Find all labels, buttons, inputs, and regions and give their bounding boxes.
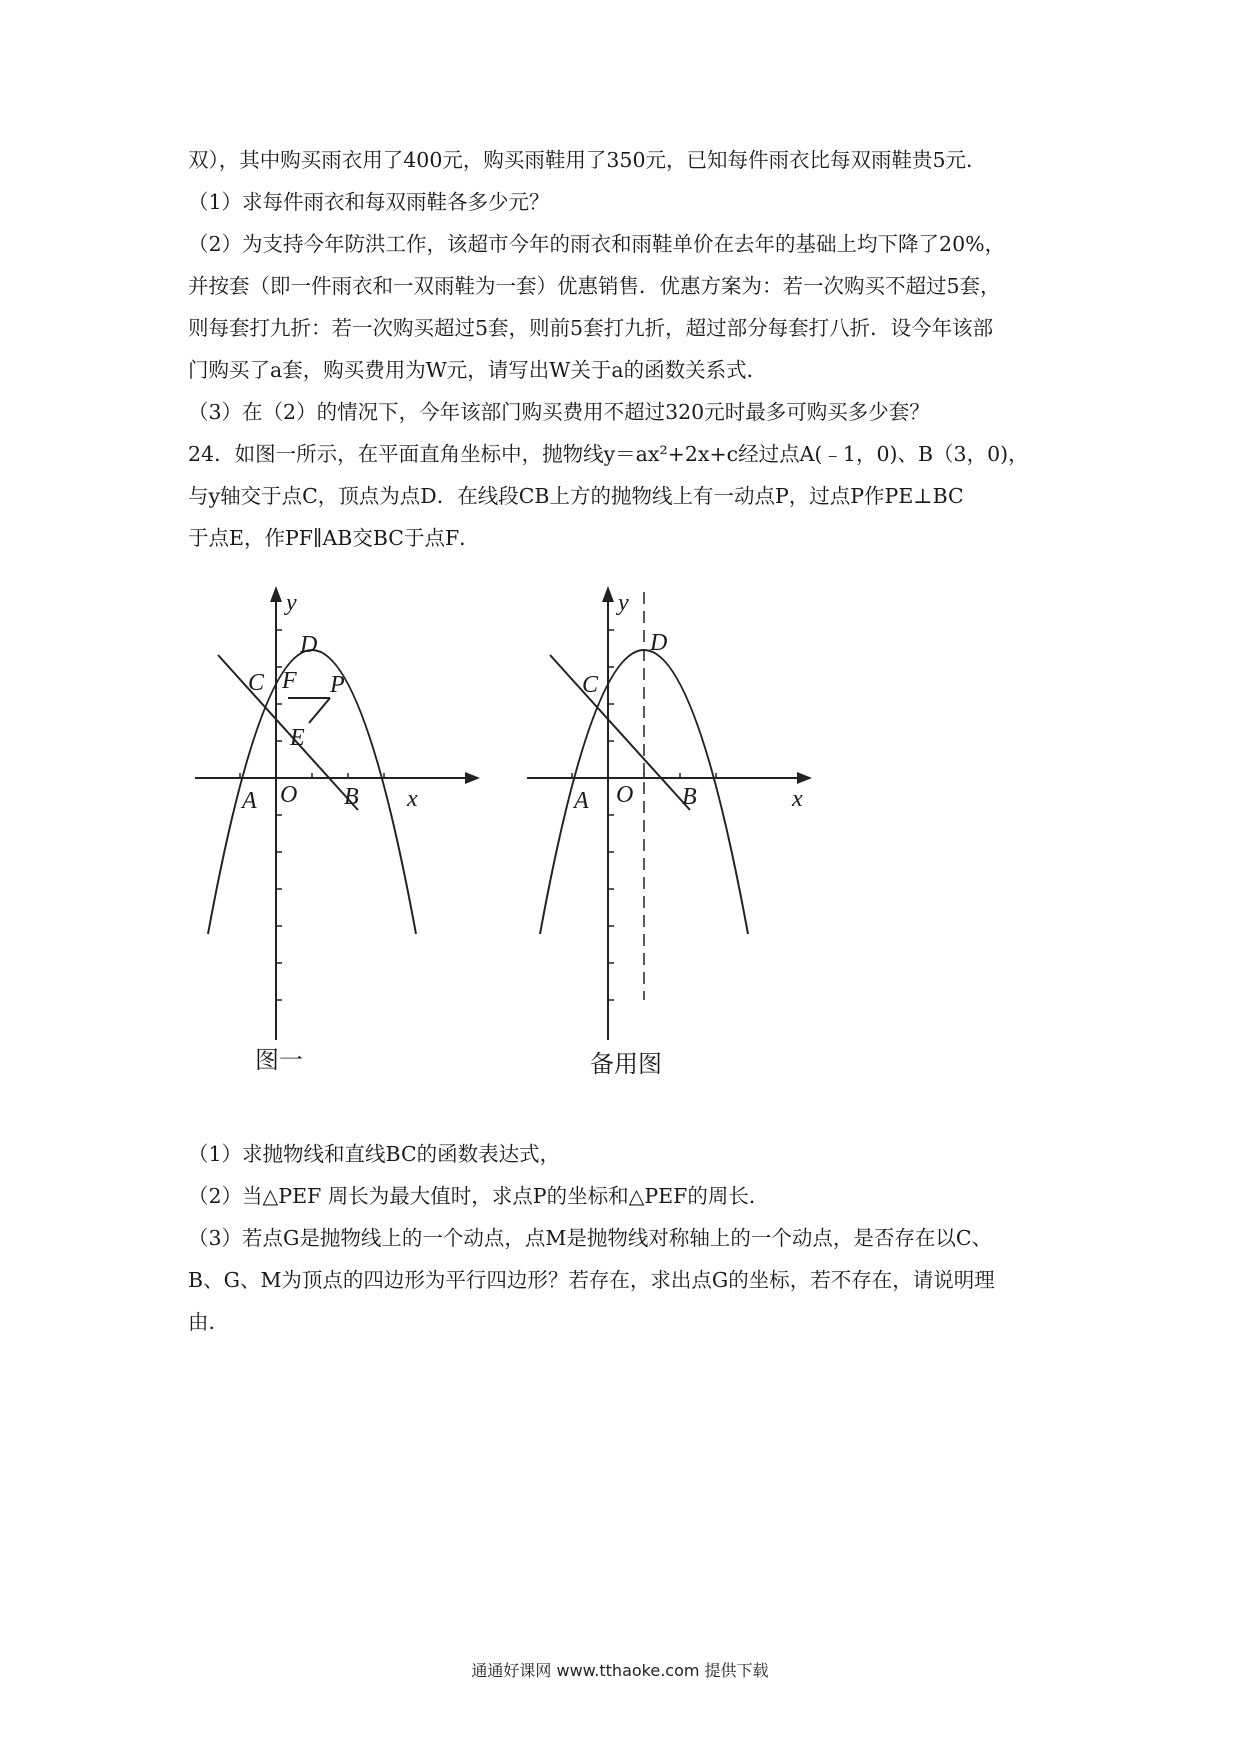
question-3-line-3: 由． xyxy=(188,1310,229,1334)
label-y: y xyxy=(286,590,297,616)
label-c: C xyxy=(582,672,599,698)
text-line-6: 门购买了a套，购买费用为W元，请写出W关于a的函数关系式． xyxy=(188,358,768,382)
label-y: y xyxy=(618,590,629,616)
label-d: D xyxy=(300,632,318,658)
y-axis-arrow xyxy=(270,586,282,602)
label-b: B xyxy=(344,784,359,810)
text-line-2: （1）求每件雨衣和每双雨鞋各多少元？ xyxy=(188,190,550,214)
label-p: P xyxy=(330,672,345,698)
text-line-4: 并按套（即一件雨衣和一双雨鞋为一套）优惠销售．优惠方案为：若一次购买不超过5套， xyxy=(188,274,1001,298)
label-a: A xyxy=(574,788,589,814)
figure-2-graph xyxy=(522,580,822,1050)
label-b: B xyxy=(682,784,697,810)
text-line-8: 24．如图一所示，在平面直角坐标中，抛物线y＝ax²+2x+c经过点A(﹣1，0)、B（3，0)， xyxy=(188,442,1029,466)
text-line-5: 则每套打九折：若一次购买超过5套，则前5套打九折，超过部分每套打八折．设今年该部 xyxy=(188,316,994,340)
label-x: x xyxy=(407,786,418,812)
x-axis-arrow xyxy=(465,772,480,784)
question-3-line-1: （3）若点G是抛物线上的一个动点，点M是抛物线对称轴上的一个动点，是否存在以C、 xyxy=(188,1226,993,1250)
segment-pe xyxy=(309,698,330,723)
label-f: F xyxy=(282,668,297,694)
label-e: E xyxy=(290,725,305,751)
label-d: D xyxy=(650,630,668,656)
label-x: x xyxy=(792,786,803,812)
label-o: O xyxy=(616,782,634,808)
parabola xyxy=(208,650,416,934)
figure-2-caption: 备用图 xyxy=(590,1050,662,1078)
text-line-7: （3）在（2）的情况下，今年该部门购买费用不超过320元时最多可购买多少套？ xyxy=(188,400,930,424)
figure-1 xyxy=(190,580,490,1050)
question-1: （1）求抛物线和直线BC的函数表达式， xyxy=(188,1142,561,1166)
figure-1-caption: 图一 xyxy=(255,1046,303,1074)
text-line-10: 于点E，作PF∥AB交BC于点F． xyxy=(188,526,480,550)
footer-credit: 通通好课网 www.tthaoke.com 提供下载 xyxy=(471,1661,769,1680)
label-o: O xyxy=(280,782,298,808)
text-line-3: （2）为支持今年防洪工作，该超市今年的雨衣和雨鞋单价在去年的基础上均下降了20%， xyxy=(188,232,1006,256)
question-2: （2）当△PEF 周长为最大值时，求点P的坐标和△PEF的周长． xyxy=(188,1184,770,1208)
question-3-line-2: B、G、M为顶点的四边形为平行四边形？若存在，求出点G的坐标，若不存在，请说明理 xyxy=(188,1268,995,1292)
label-a: A xyxy=(242,788,257,814)
y-axis-arrow xyxy=(602,586,614,602)
figure-2 xyxy=(522,580,822,1050)
figure-1-graph xyxy=(190,580,490,1050)
text-line-1: 双），其中购买雨衣用了400元，购买雨鞋用了350元，已知每件雨衣比每双雨鞋贵5元． xyxy=(188,148,987,172)
x-axis-arrow xyxy=(797,772,812,784)
text-line-9: 与y轴交于点C，顶点为点D．在线段CB上方的抛物线上有一动点P，过点P作PE⊥BC xyxy=(188,484,964,508)
label-c: C xyxy=(248,670,265,696)
